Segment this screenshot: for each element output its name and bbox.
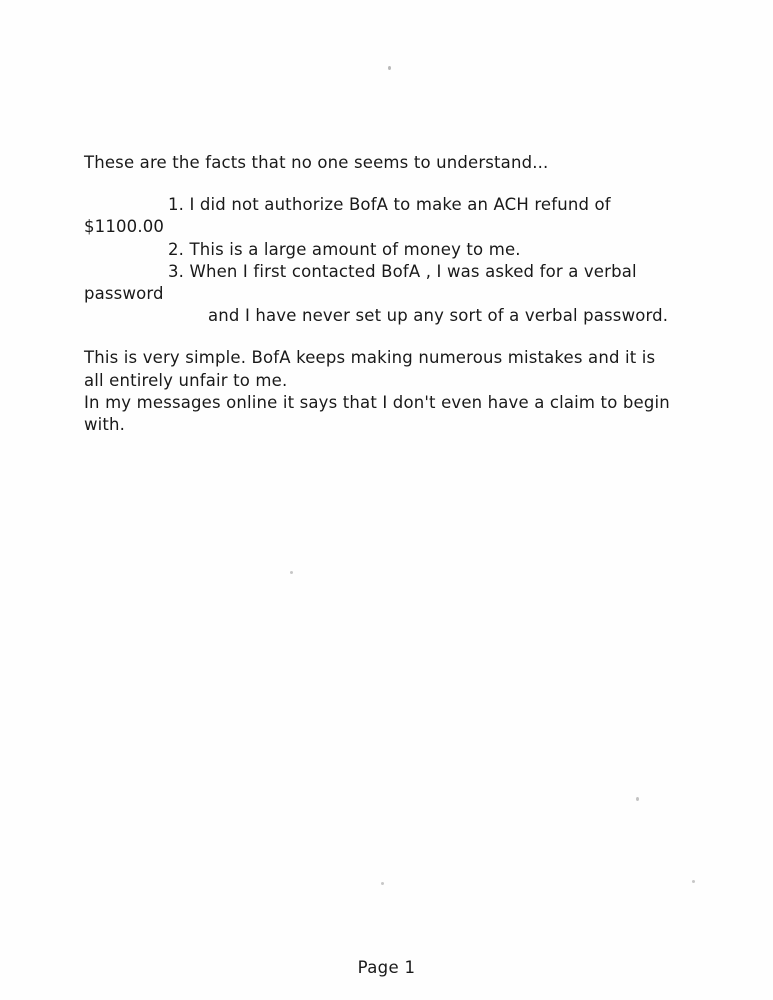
list-item-3-line-1: 3. When I first contacted BofA , I was asked for a verbal [168,261,637,281]
list-item-3-line-2: password [84,284,164,304]
scan-speck [290,571,293,574]
scan-speck [381,882,384,885]
closing-line-1: This is very simple. BofA keeps making numerous mistakes and it is [84,348,656,368]
page-footer: Page 1 [357,958,416,977]
list-item-1-line-1: 1. I did not authorize BofA to make an ACH refund of [168,195,611,215]
paragraph-spacer [84,174,704,194]
scan-speck [692,880,695,883]
closing-line-2: all entirely unfair to me. [84,370,288,390]
document-body [84,152,704,436]
scan-speck [388,66,391,70]
scan-speck [636,797,639,801]
list-item-1-line-2: $1100.00 [84,217,165,237]
closing-line-3: In my messages online it says that I don't even have a claim to begin [84,392,670,412]
list-item-3-line-3: and I have never set up any sort of a verbal password. [208,306,669,326]
paragraph-spacer [84,327,704,347]
list-item-2-line-1: 2. This is a large amount of money to me. [168,239,521,259]
intro-paragraph: These are the facts that no one seems to understand... [84,153,549,172]
closing-line-4: with. [84,415,126,435]
